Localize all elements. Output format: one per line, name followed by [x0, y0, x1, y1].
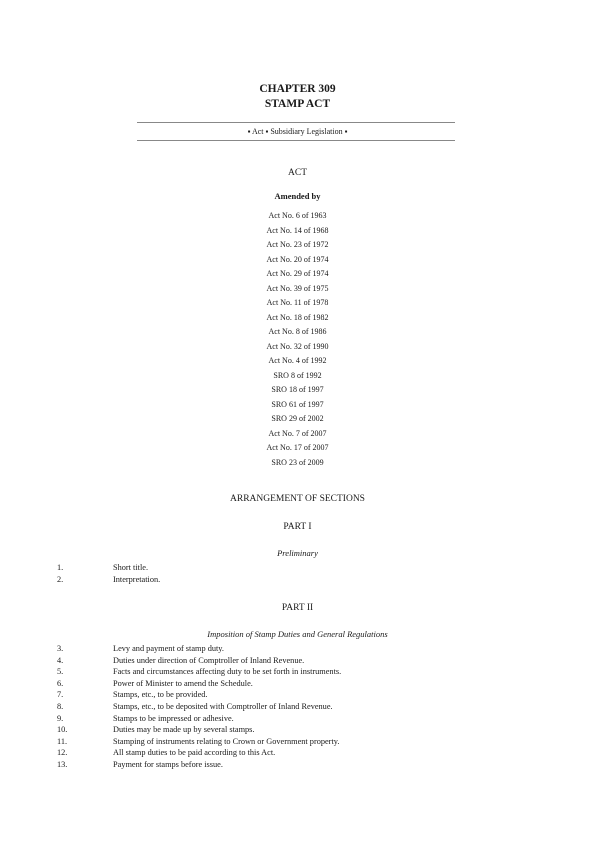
amendment-item: Act No. 18 of 1982: [266, 312, 329, 322]
part-1-subheading: Preliminary: [277, 548, 318, 558]
section-title: Interpretation.: [113, 574, 161, 584]
section-number: 6.: [57, 678, 64, 688]
part-2-heading: PART II: [281, 603, 314, 613]
section-title: Power of Minister to amend the Schedule.: [113, 678, 253, 688]
section-number: 1.: [57, 563, 64, 572]
amendment-item: Act No. 14 of 1968: [266, 225, 329, 235]
section-title: All stamp duties to be paid according to this Act.: [113, 748, 276, 758]
amendment-item: SRO 29 of 2002: [271, 414, 324, 423]
amendment-item: Act No. 11 of 1978: [266, 298, 329, 307]
section-title: Payment for stamps before issue.: [113, 760, 223, 769]
section-title: Stamps to be impressed or adhesive.: [113, 713, 234, 723]
section-number: 3.: [57, 644, 64, 653]
amendment-item: Act No. 20 of 1974: [266, 254, 329, 264]
section-title: Short title.: [113, 563, 149, 572]
section-number: 2.: [57, 574, 64, 584]
amendment-item: Act No. 32 of 1990: [266, 341, 329, 351]
section-title: Duties under direction of Comptroller of Inland Revenue.: [113, 655, 305, 665]
amended-by-heading: Amended by: [274, 191, 321, 201]
bottom-divider: [137, 140, 455, 141]
amendment-item: Act No. 23 of 1972: [266, 240, 329, 249]
section-number: 13.: [57, 760, 68, 769]
amendment-item: Act No. 29 of 1974: [266, 269, 329, 278]
amendment-item: Act No. 4 of 1992: [268, 356, 327, 365]
section-number: 12.: [57, 748, 68, 758]
amendment-item: Act No. 7 of 2007: [268, 428, 327, 438]
arrangement-heading: ARRANGEMENT OF SECTIONS: [230, 494, 365, 504]
amendment-item: Act No. 39 of 1975: [266, 283, 329, 293]
amendment-item: SRO 23 of 2009: [271, 457, 324, 467]
navigation-links[interactable]: ▪ Act ▪ Subsidiary Legislation ▪: [247, 127, 348, 136]
amendment-item: Act No. 17 of 2007: [266, 443, 329, 452]
amendment-item: SRO 8 of 1992: [273, 370, 322, 380]
section-title: Stamps, etc., to be provided.: [113, 690, 208, 700]
section-title: Stamps, etc., to be deposited with Comptroller of Inland Revenue.: [113, 702, 333, 711]
part-2-subheading: Imposition of Stamp Duties and General Regulations: [207, 629, 388, 639]
section-title: Stamping of instruments relating to Crown or Government property.: [113, 736, 340, 746]
section-number: 7.: [57, 690, 64, 700]
act-title: STAMP ACT: [264, 98, 331, 110]
amendment-item: SRO 61 of 1997: [271, 399, 324, 409]
section-title: Facts and circumstances affecting duty to be set forth in instruments.: [113, 667, 342, 677]
section-number: 9.: [57, 713, 64, 723]
amendment-item: Act No. 8 of 1986: [268, 327, 327, 336]
top-divider: [137, 122, 455, 123]
act-heading: ACT: [288, 168, 307, 178]
chapter-heading: CHAPTER 309: [259, 83, 336, 95]
section-title: Levy and payment of stamp duty.: [113, 644, 224, 653]
section-number: 11.: [57, 736, 68, 746]
amendment-item: SRO 18 of 1997: [271, 385, 324, 394]
section-title: Duties may be made up by several stamps.: [113, 725, 255, 735]
section-number: 5.: [57, 667, 64, 677]
section-number: 10.: [57, 725, 68, 735]
section-number: 8.: [57, 702, 64, 711]
section-number: 4.: [57, 655, 64, 665]
amendment-item: Act No. 6 of 1963: [268, 211, 327, 220]
part-1-heading: PART I: [283, 522, 312, 532]
